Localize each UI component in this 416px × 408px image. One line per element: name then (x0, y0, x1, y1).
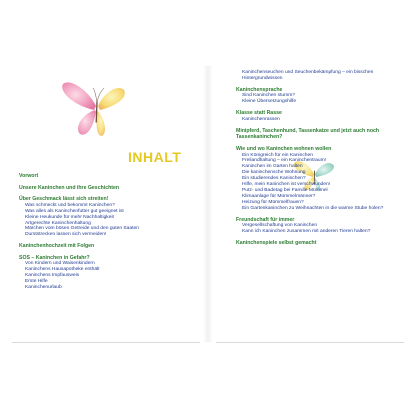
toc-entry: Kleine Übersetzungshilfe (242, 99, 297, 105)
toc-entry: Durststrecken lassen sich vermeiden! (25, 232, 107, 238)
toc-entry: Was alles als Kaninchenfutter gut geeignet ist (25, 208, 124, 214)
toc-chapter-heading: Minipferd, Taschenhund, Tassenkatze und jetzt auch noch (236, 127, 380, 134)
toc-title: INHALT (128, 149, 182, 165)
toc-entry: Was schmeckt und bekommt Kaninchen? (25, 202, 115, 208)
toc-entry: Von Kindern und Waisenkindern (25, 261, 95, 267)
toc-entry: Freilandhaltung – ein Kaninchentraum! (242, 158, 327, 164)
toc-chapter-heading: Unsere Kaninchen und ihre Geschichten (19, 184, 120, 191)
toc-entry: Kaninchenseuchen und Seuchenbekämpfung – ein bisschen (242, 70, 374, 75)
toc-entry: Putz- und Badetag bei Familie Mümmel (242, 187, 328, 193)
toc-entry: Kleine Heukunde für mehr Nachhaltigkeit (25, 214, 114, 220)
toc-entry: Ein Gartenkaninchen zu Weihnachten in die warme Stube holen? (242, 205, 384, 211)
right-page-bottom-rule (216, 342, 404, 343)
toc-right-column (236, 70, 406, 247)
pink-butterfly-illustration (60, 76, 132, 142)
toc-entry: Erste Hilfe (25, 279, 48, 285)
toc-chapter-heading: Über Geschmack lässt sich streiten! (19, 196, 109, 203)
toc-chapter-heading: Freundschaft für immer (236, 216, 295, 223)
toc-entry: Kaninchenurlaub (25, 285, 62, 291)
toc-chapter-heading: Kaninchenhochzeit mit Folgen (19, 243, 95, 250)
toc-chapter-heading: SOS – Kaninchen in Gefahr? (19, 254, 90, 261)
toc-entry: Vergesellschaftung von Kaninchen (242, 223, 318, 229)
left-page-bottom-rule (12, 342, 200, 343)
toc-entry: Kaninchens Impfausweis (25, 273, 80, 279)
toc-entry: Artgerechte Kaninchenhaltung (25, 220, 91, 226)
toc-entry: Sind Kaninchen stumm? (242, 93, 296, 99)
toc-entry: Hilfe, mein Kaninchen ist verschwunden! (242, 182, 331, 188)
toc-entry: Kann ich Kaninchen zusammen mit anderen Tieren halten? (242, 229, 371, 235)
toc-left-column (19, 173, 201, 291)
toc-entry: Hintergrundwissen (242, 75, 283, 81)
toc-entry: Ein Königreich für ein Kaninchen (242, 152, 313, 158)
book-spine (203, 66, 213, 342)
toc-entry: Kaninchens Hausapotheke enthält (25, 267, 100, 273)
toc-chapter-heading: Vorwort (19, 173, 39, 179)
toc-entry: Ein studierendes Kaninchen? (242, 176, 306, 182)
toc-entry: Kaninchenrassen (242, 116, 280, 122)
toc-chapter-heading: Klasse statt Rasse (236, 110, 282, 117)
toc-chapter-heading: Kaninchensprache (236, 86, 283, 93)
toc-entry: Klimaanlage für Mümmelmänner? (242, 193, 316, 199)
toc-entry: Kaninchen im Garten halten (242, 164, 303, 170)
toc-chapter-heading-cont: Tassenkaninchen? (236, 134, 283, 141)
toc-chapter-heading: Kaninchenspiele selbst gemacht (236, 239, 317, 246)
toc-entry: Märchen vom bösen Getreide und den guten Saaten (25, 226, 139, 232)
toc-entry: Heizung für Mümmelfrauen? (242, 199, 304, 205)
toc-chapter-heading: Wie und wo Kaninchen wohnen wollen (236, 145, 332, 152)
toc-entry: Die kaninchensche Wohnung (242, 170, 306, 176)
